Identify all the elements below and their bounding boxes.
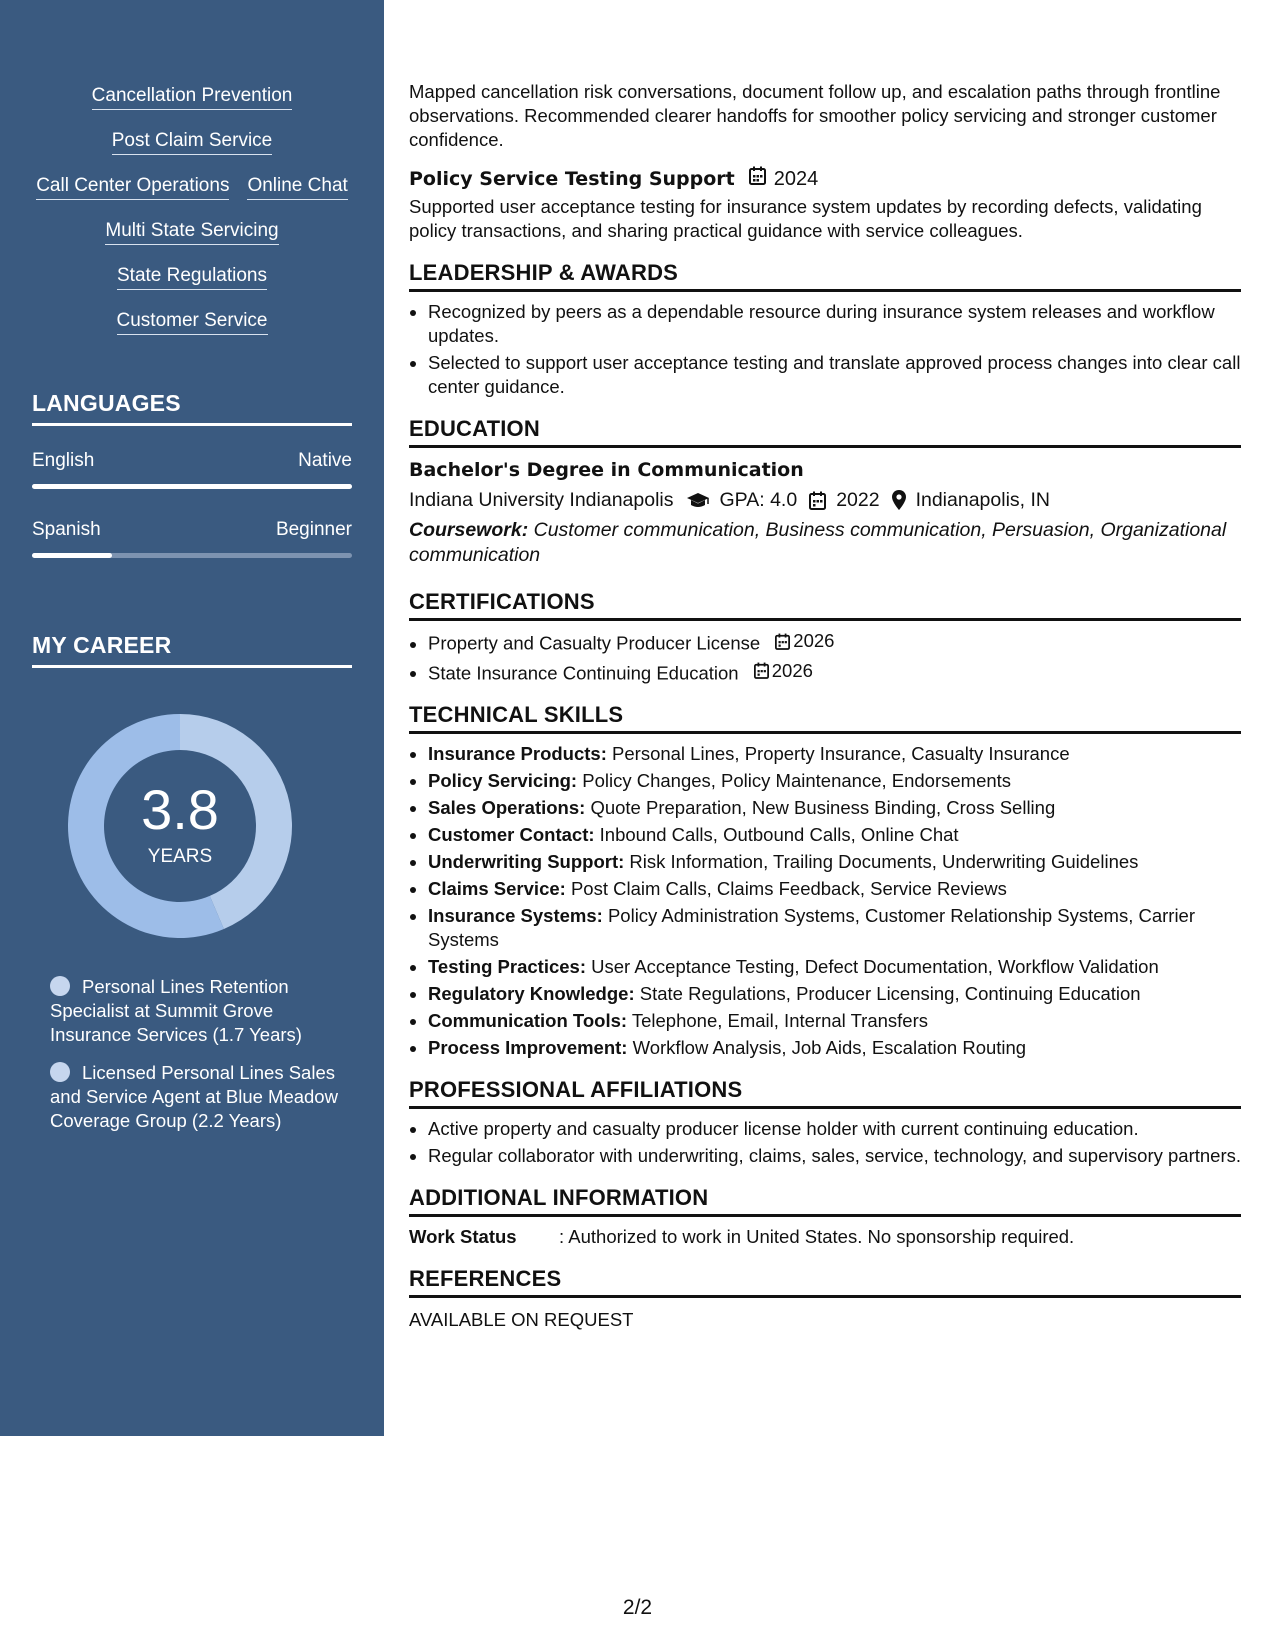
skill-value: Inbound Calls, Outbound Calls, Online Chat xyxy=(594,824,959,845)
skill-label: Testing Practices: xyxy=(428,956,586,977)
education-school: Indiana University Indianapolis xyxy=(409,489,674,511)
sidebar xyxy=(0,0,384,1436)
language-row xyxy=(32,450,352,472)
skill-item xyxy=(428,796,1241,820)
additional-info-heading: ADDITIONAL INFORMATION xyxy=(409,1186,1241,1217)
affiliations-heading: PROFESSIONAL AFFILIATIONS xyxy=(409,1078,1241,1109)
certifications-heading: CERTIFICATIONS xyxy=(409,590,1241,621)
calendar-icon xyxy=(809,491,826,510)
skill-value: Telephone, Email, Internal Transfers xyxy=(627,1010,929,1031)
language-name: English xyxy=(32,450,95,471)
skill-value: Post Claim Calls, Claims Feedback, Service Reviews xyxy=(565,878,1007,899)
language-level: Beginner xyxy=(275,519,352,540)
skill-value: Workflow Analysis, Job Aids, Escalation Routing xyxy=(627,1037,1027,1058)
skill-item xyxy=(428,850,1241,874)
career-item xyxy=(50,975,340,1047)
project-title: Policy Service Testing Support xyxy=(409,167,735,190)
languages-heading: LANGUAGES xyxy=(32,390,352,426)
career-item-text: Licensed Personal Lines Sales and Service Agent at Blue Meadow Coverage Group (2.2 Years) xyxy=(50,1062,338,1131)
certification-year: 2026 xyxy=(771,659,813,681)
skill-label: Regulatory Knowledge: xyxy=(428,983,635,1004)
education-heading: EDUCATION xyxy=(409,417,1241,448)
coursework-label: Coursework: xyxy=(409,519,529,541)
skill-row xyxy=(0,264,384,309)
education-details xyxy=(409,488,1241,512)
skill-row xyxy=(0,174,384,219)
career-total-unit: YEARS xyxy=(147,846,213,867)
skill-value: Policy Administration Systems, Customer Relationship Systems, Carrier Systems xyxy=(428,905,1196,950)
project-title-row xyxy=(409,166,1241,191)
education-coursework xyxy=(409,518,1241,568)
skill-item xyxy=(428,955,1241,979)
calendar-icon xyxy=(754,662,769,679)
location-pin-icon xyxy=(892,490,906,510)
career-heading: MY CAREER xyxy=(32,632,352,668)
skill-label: Communication Tools: xyxy=(428,1010,628,1031)
skill-row xyxy=(0,219,384,264)
project-intro-text: Mapped cancellation risk conversations, document follow up, and escalation paths through frontline observations. Recommended clearer handoffs for smoother policy servicing and stronger customer confidence. xyxy=(409,81,1221,150)
language-name: Spanish xyxy=(32,519,101,540)
certification-year: 2026 xyxy=(793,630,835,651)
skill-row xyxy=(0,84,384,129)
skill-item xyxy=(428,1036,1241,1060)
skill-item xyxy=(428,769,1241,793)
main-content xyxy=(409,80,1241,1332)
skill-item xyxy=(428,877,1241,901)
list-item: • Selected to support user acceptance testing and translate approved process changes into clear call center guidance. xyxy=(428,351,1241,399)
skill-value: Policy Changes, Policy Maintenance, Endorsements xyxy=(577,770,1012,791)
coursework-list: Customer communication, Business communication, Persuasion, Organizational communication xyxy=(409,519,1227,566)
language-level: Native xyxy=(298,450,352,471)
calendar-icon xyxy=(749,166,766,191)
calendar-icon xyxy=(775,633,790,650)
project-description: Supported user acceptance testing for insurance system updates by recording defects, validating policy transactions, and sharing practical guidance with service colleagues. xyxy=(409,196,1202,241)
education-degree: Bachelor's Degree in Communication xyxy=(409,459,804,481)
skill-value: User Acceptance Testing, Defect Documentation, Workflow Validation xyxy=(586,956,1159,977)
skill-item xyxy=(428,823,1241,847)
skill-item xyxy=(428,904,1241,952)
skill-tag: Customer Service xyxy=(117,309,268,335)
skill-label: Insurance Systems: xyxy=(428,905,603,926)
skill-tag: Multi State Servicing xyxy=(105,219,278,245)
language-proficiency-fill xyxy=(32,484,352,489)
certification-item xyxy=(428,629,1241,656)
language-english xyxy=(32,450,352,489)
certifications-list xyxy=(409,629,1241,685)
skill-value: Risk Information, Trailing Documents, Underwriting Guidelines xyxy=(624,851,1139,872)
language-proficiency-bar xyxy=(32,484,352,489)
work-status-value: : Authorized to work in United States. No sponsorship required. xyxy=(559,1226,1075,1247)
skill-tag: Post Claim Service xyxy=(112,129,273,155)
skill-label: Sales Operations: xyxy=(428,797,586,818)
certification-name: Property and Casualty Producer License xyxy=(428,632,761,654)
page-number: 2/2 xyxy=(622,1596,653,1619)
skill-tag: Cancellation Prevention xyxy=(92,84,293,110)
career-legend-dot xyxy=(50,976,70,996)
skill-tag: Online Chat xyxy=(247,174,347,200)
language-row xyxy=(32,519,352,541)
technical-skills-heading: TECHNICAL SKILLS xyxy=(409,703,1241,734)
project-year: 2024 xyxy=(773,167,819,190)
list-item: • Active property and casualty producer license holder with current continuing education. xyxy=(428,1117,1241,1141)
graduation-cap-icon xyxy=(686,492,710,509)
skill-label: Underwriting Support: xyxy=(428,851,625,872)
skill-item xyxy=(428,742,1241,766)
skill-tag: Call Center Operations xyxy=(36,174,229,200)
skill-value: Quote Preparation, New Business Binding, Cross Selling xyxy=(585,797,1056,818)
certification-name: State Insurance Continuing Education xyxy=(428,662,739,683)
skill-label: Claims Service: xyxy=(428,878,566,899)
skills-list xyxy=(0,84,384,354)
certification-date xyxy=(775,629,834,653)
certification-date xyxy=(754,659,813,683)
skill-item xyxy=(428,1009,1241,1033)
work-status-row xyxy=(409,1225,1241,1249)
career-total-years: 3.8 xyxy=(141,778,219,841)
skill-value: State Regulations, Producer Licensing, Continuing Education xyxy=(634,983,1141,1004)
skill-row xyxy=(0,309,384,354)
career-item xyxy=(50,1061,340,1133)
education-gpa: GPA: 4.0 xyxy=(719,489,798,511)
skill-label: Process Improvement: xyxy=(428,1037,628,1058)
skill-label: Policy Servicing: xyxy=(428,770,578,791)
skill-tag: State Regulations xyxy=(117,264,267,290)
affiliations-list xyxy=(409,1117,1241,1168)
certification-item xyxy=(428,659,1241,686)
skill-item xyxy=(428,982,1241,1006)
skill-value: Personal Lines, Property Insurance, Casualty Insurance xyxy=(606,743,1070,764)
career-legend-dot xyxy=(50,1062,70,1082)
references-heading: REFERENCES xyxy=(409,1267,1241,1298)
list-item: • Recognized by peers as a dependable resource during insurance system releases and workflow updates. xyxy=(428,300,1241,348)
leadership-heading: LEADERSHIP & AWARDS xyxy=(409,261,1241,292)
career-item-text: Personal Lines Retention Specialist at Summit Grove Insurance Services (1.7 Years) xyxy=(50,976,302,1045)
references-text: AVAILABLE ON REQUEST xyxy=(409,1309,634,1330)
education-year: 2022 xyxy=(836,489,880,511)
technical-skills-list xyxy=(409,742,1241,1060)
skill-label: Insurance Products: xyxy=(428,743,607,764)
education-location: Indianapolis, IN xyxy=(915,489,1050,511)
skill-label: Customer Contact: xyxy=(428,824,595,845)
language-proficiency-bar xyxy=(32,553,352,558)
skill-row xyxy=(0,129,384,174)
leadership-list xyxy=(409,300,1241,399)
language-proficiency-fill xyxy=(32,553,112,558)
list-item: • Regular collaborator with underwriting, claims, sales, service, technology, and supervisory partners. xyxy=(428,1144,1241,1168)
language-spanish xyxy=(32,519,352,558)
work-status-label: Work Status xyxy=(409,1226,517,1247)
